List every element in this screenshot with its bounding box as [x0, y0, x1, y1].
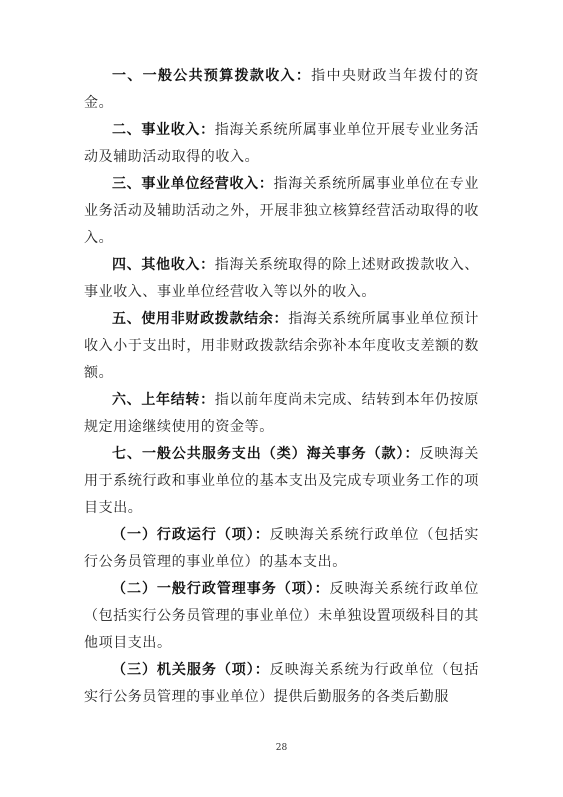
term-description: 指海关系统取得的除上述财政拨款收入、事业收入、事业单位经营收入等以外的收入。 — [84, 257, 479, 300]
term-description: 反映海关系统行政单位（包括实行公务员管理的事业单位）的基本支出。 — [84, 527, 479, 570]
paragraph-prior-year-carryover — [84, 387, 479, 441]
term-heading: 二、事业收入： — [112, 122, 215, 138]
term-description: 反映海关用于系统行政和事业单位的基本支出及完成专项业务工作的项目支出。 — [84, 446, 479, 516]
paragraph-non-fiscal-surplus — [84, 306, 479, 387]
term-heading: 三、事业单位经营收入： — [112, 176, 274, 192]
term-description: 指中央财政当年拨付的资金。 — [84, 68, 479, 111]
paragraph-operating-income — [84, 171, 479, 252]
term-description: 反映海关系统为行政单位（包括实行公务员管理的事业单位）提供后勤服务的各类后勤服 — [84, 662, 479, 705]
paragraph-other-income — [84, 252, 479, 306]
term-heading: （二）一般行政管理事务（项）： — [112, 581, 330, 597]
paragraph-general-budget-income — [84, 63, 479, 117]
page-number: 28 — [275, 743, 288, 753]
paragraph-customs-affairs-expenditure — [84, 441, 479, 522]
term-description: 指海关系统所属事业单位开展专业业务活动及辅助活动取得的收入。 — [84, 122, 479, 165]
term-heading: 四、其他收入： — [112, 257, 215, 273]
term-heading: 一、一般公共预算拨款收入： — [112, 68, 312, 84]
term-description: 反映海关系统行政单位（包括实行公务员管理的事业单位）未单独设置项级科目的其他项目支出。 — [84, 581, 479, 651]
document-body — [84, 63, 479, 711]
paragraph-administrative-operation — [84, 522, 479, 576]
term-heading: 五、使用非财政拨款结余： — [112, 311, 289, 327]
paragraph-agency-services — [84, 657, 479, 711]
term-heading: （一）行政运行（项）： — [112, 527, 270, 543]
term-description: 指海关系统所属事业单位预计收入小于支出时，用非财政拨款结余弥补本年度收支差额的数额。 — [84, 311, 479, 381]
paragraph-general-admin-affairs — [84, 576, 479, 657]
term-heading: （三）机关服务（项）： — [112, 662, 270, 678]
term-heading: 七、一般公共服务支出（类）海关事务（款）： — [112, 446, 420, 462]
term-description: 指以前年度尚未完成、结转到本年仍按原规定用途继续使用的资金等。 — [84, 392, 479, 435]
paragraph-business-income — [84, 117, 479, 171]
term-heading: 六、上年结转： — [112, 392, 215, 408]
term-description: 指海关系统所属事业单位在专业业务活动及辅助活动之外，开展非独立核算经营活动取得的收入。 — [84, 176, 479, 246]
